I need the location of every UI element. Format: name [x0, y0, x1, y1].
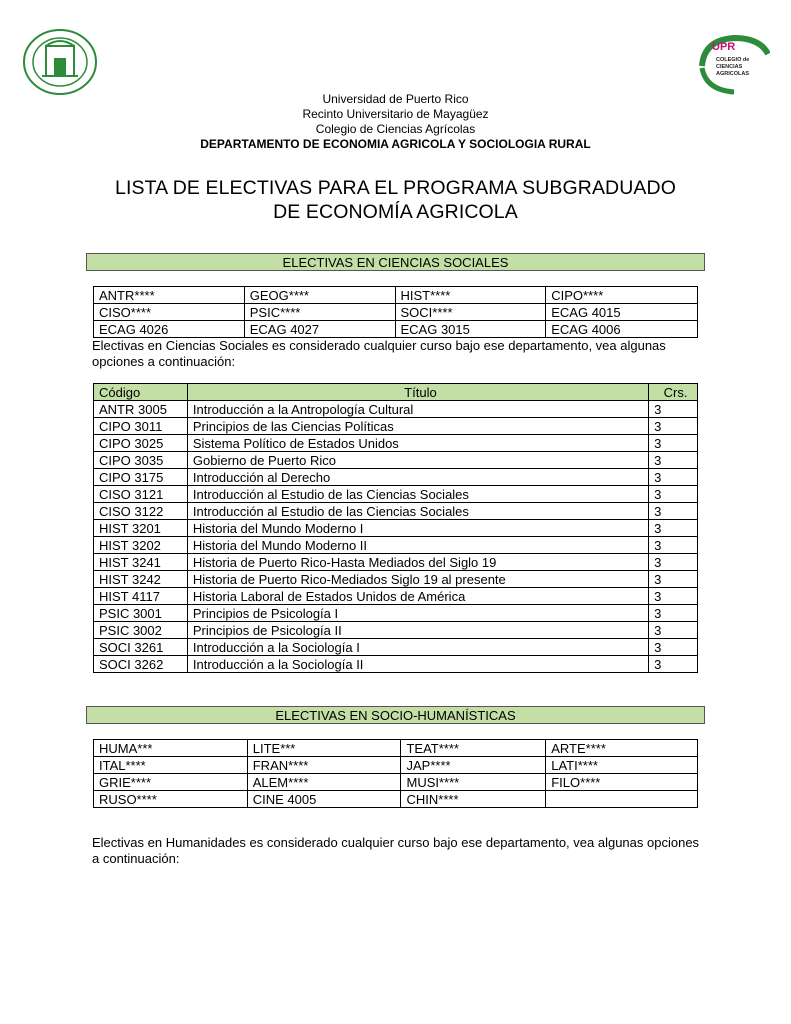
grid-cell: RUSO**** [94, 791, 248, 808]
course-credits-cell: 3 [649, 656, 698, 673]
course-code-cell: HIST 3202 [94, 537, 188, 554]
course-title-cell: Principios de Psicología I [187, 605, 648, 622]
header-college: Colegio de Ciencias Agrícolas [315, 122, 476, 136]
course-title-cell: Principios de las Ciencias Políticas [187, 418, 648, 435]
course-title-cell: Introducción al Estudio de las Ciencias Sociales [187, 486, 648, 503]
table-row [94, 452, 698, 469]
grid-cell: ANTR**** [94, 287, 245, 304]
course-title-cell: Historia del Mundo Moderno II [187, 537, 648, 554]
grid-cell: ECAG 4015 [546, 304, 698, 321]
table-row [94, 554, 698, 571]
course-title-cell: Introducción a la Sociología I [187, 639, 648, 656]
table-row [94, 656, 698, 673]
table-row [94, 503, 698, 520]
social-sciences-note: Electivas en Ciencias Sociales es considerado cualquier curso bajo ese departamento, vea algunas opciones a continuación: [92, 338, 666, 369]
course-title-cell: Principios de Psicología II [187, 622, 648, 639]
course-credits-cell: 3 [649, 486, 698, 503]
course-credits-cell: 3 [649, 622, 698, 639]
grid-cell: HIST**** [395, 287, 546, 304]
table-row [94, 740, 698, 757]
course-title-cell: Historia Laboral de Estados Unidos de América [187, 588, 648, 605]
course-code-cell: PSIC 3002 [94, 622, 188, 639]
course-code-cell: HIST 3241 [94, 554, 188, 571]
grid-cell: CINE 4005 [247, 791, 401, 808]
table-row [94, 287, 698, 304]
course-code-cell: CIPO 3011 [94, 418, 188, 435]
table-row [94, 588, 698, 605]
course-credits-cell: 3 [649, 469, 698, 486]
humanities-banner: ELECTIVAS EN SOCIO-HUMANÍSTICAS [86, 706, 705, 724]
course-code-cell: CIPO 3175 [94, 469, 188, 486]
course-credits-cell: 3 [649, 605, 698, 622]
column-header-credits: Crs. [649, 384, 698, 401]
course-code-cell: SOCI 3261 [94, 639, 188, 656]
grid-cell: HUMA*** [94, 740, 248, 757]
course-credits-cell: 3 [649, 639, 698, 656]
page-title-line-2: DE ECONOMÍA AGRICOLA [273, 201, 518, 223]
table-row [94, 757, 698, 774]
grid-cell: JAP**** [401, 757, 546, 774]
course-credits-cell: 3 [649, 452, 698, 469]
course-title-cell: Introducción a la Antropología Cultural [187, 401, 648, 418]
table-header-row [94, 384, 698, 401]
grid-cell: ECAG 3015 [395, 321, 546, 338]
college-logo [694, 34, 770, 96]
grid-cell: SOCI**** [395, 304, 546, 321]
grid-cell: ECAG 4006 [546, 321, 698, 338]
course-title-cell: Sistema Político de Estados Unidos [187, 435, 648, 452]
grid-cell: GEOG**** [244, 287, 395, 304]
humanities-note: Electivas en Humanidades es considerado cualquier curso bajo ese departamento, vea algunas opciones a continuación: [92, 835, 700, 866]
grid-cell: PSIC**** [244, 304, 395, 321]
grid-cell: CHIN**** [401, 791, 546, 808]
grid-cell: ARTE**** [546, 740, 698, 757]
table-row [94, 520, 698, 537]
grid-cell: ECAG 4026 [94, 321, 245, 338]
course-title-cell: Historia de Puerto Rico-Mediados Siglo 19 al presente [187, 571, 648, 588]
grid-cell: FILO**** [546, 774, 698, 791]
header-campus: Recinto Universitario de Mayagüez [302, 107, 489, 121]
grid-cell: MUSI**** [401, 774, 546, 791]
column-header-title: Título [187, 384, 648, 401]
course-title-cell: Introducción al Derecho [187, 469, 648, 486]
table-row [94, 571, 698, 588]
course-title-cell: Historia de Puerto Rico-Hasta Mediados del Siglo 19 [187, 554, 648, 571]
course-credits-cell: 3 [649, 537, 698, 554]
table-row [94, 791, 698, 808]
table-row [94, 435, 698, 452]
table-row [94, 639, 698, 656]
table-row [94, 622, 698, 639]
grid-cell: CIPO**** [546, 287, 698, 304]
grid-cell: ECAG 4027 [244, 321, 395, 338]
logo-line-2: CIENCIAS [716, 64, 743, 70]
table-row [94, 486, 698, 503]
social-sciences-banner: ELECTIVAS EN CIENCIAS SOCIALES [86, 253, 705, 271]
grid-cell: FRAN**** [247, 757, 401, 774]
course-title-cell: Introducción a la Sociología II [187, 656, 648, 673]
table-row [94, 537, 698, 554]
logo-upr-text: UPR [712, 41, 736, 53]
grid-cell: ITAL**** [94, 757, 248, 774]
course-credits-cell: 3 [649, 520, 698, 537]
logo-line-3: AGRICOLAS [716, 71, 749, 77]
grid-cell: TEAT**** [401, 740, 546, 757]
table-row [94, 469, 698, 486]
course-credits-cell: 3 [649, 503, 698, 520]
course-credits-cell: 3 [649, 588, 698, 605]
course-credits-cell: 3 [649, 435, 698, 452]
grid-cell: CISO**** [94, 304, 245, 321]
logo-line-1: COLEGIO de [716, 57, 750, 63]
course-credits-cell: 3 [649, 571, 698, 588]
header-university: Universidad de Puerto Rico [322, 92, 469, 106]
table-row [94, 321, 698, 338]
course-credits-cell: 3 [649, 401, 698, 418]
course-credits-cell: 3 [649, 418, 698, 435]
course-credits-cell: 3 [649, 554, 698, 571]
course-title-cell: Introducción al Estudio de las Ciencias Sociales [187, 503, 648, 520]
university-seal-logo [22, 28, 98, 96]
course-title-cell: Historia del Mundo Moderno I [187, 520, 648, 537]
course-code-cell: ANTR 3005 [94, 401, 188, 418]
column-header-code: Código [94, 384, 188, 401]
social-prefix-grid [93, 286, 698, 338]
grid-cell: ALEM**** [247, 774, 401, 791]
grid-cell [546, 791, 698, 808]
course-code-cell: CIPO 3025 [94, 435, 188, 452]
social-courses-table [93, 383, 698, 673]
grid-cell: LATI**** [546, 757, 698, 774]
header-department: DEPARTAMENTO DE ECONOMIA AGRICOLA Y SOCIOLOGIA RURAL [200, 137, 591, 151]
table-row [94, 304, 698, 321]
course-title-cell: Gobierno de Puerto Rico [187, 452, 648, 469]
course-code-cell: SOCI 3262 [94, 656, 188, 673]
course-code-cell: CIPO 3035 [94, 452, 188, 469]
table-row [94, 401, 698, 418]
course-code-cell: HIST 3242 [94, 571, 188, 588]
grid-cell: GRIE**** [94, 774, 248, 791]
table-row [94, 774, 698, 791]
page-title-line-1: LISTA DE ELECTIVAS PARA EL PROGRAMA SUBGRADUADO [115, 177, 676, 199]
course-code-cell: HIST 3201 [94, 520, 188, 537]
table-row [94, 418, 698, 435]
course-code-cell: PSIC 3001 [94, 605, 188, 622]
course-code-cell: CISO 3122 [94, 503, 188, 520]
grid-cell: LITE*** [247, 740, 401, 757]
course-code-cell: CISO 3121 [94, 486, 188, 503]
course-code-cell: HIST 4117 [94, 588, 188, 605]
table-row [94, 605, 698, 622]
humanities-prefix-grid [93, 739, 698, 808]
